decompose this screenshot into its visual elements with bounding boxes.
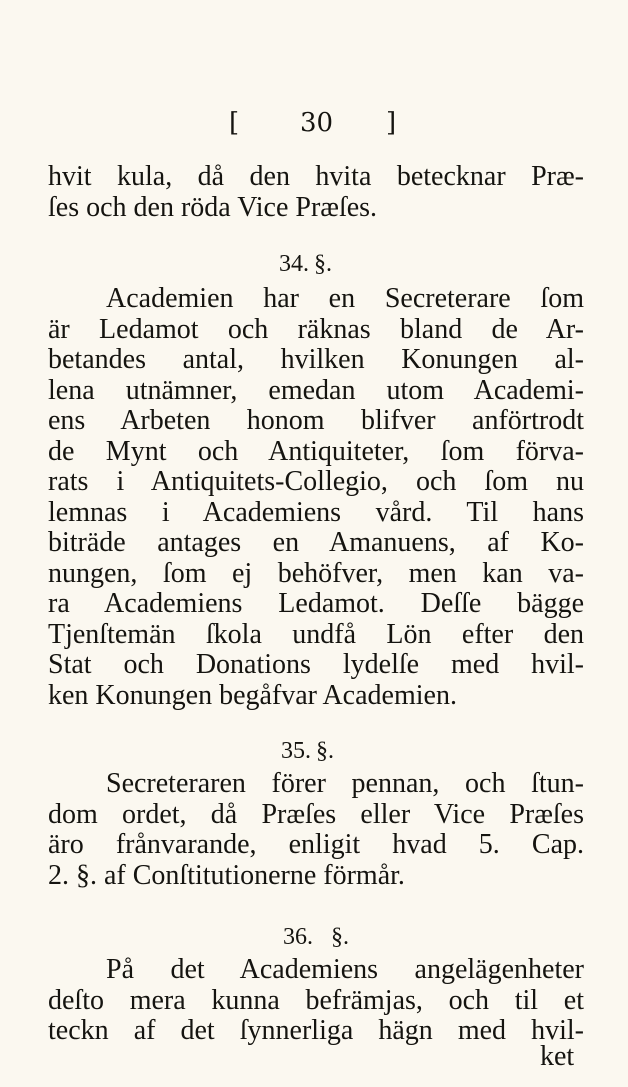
page-number: 30 — [300, 108, 334, 138]
section-heading-35 — [0, 738, 628, 768]
text-line: dom ordet, då Præſes eller Vice Præſes — [48, 798, 584, 830]
text-line: Stat och Donations lydelſe med hvil- — [48, 649, 584, 680]
section-symbol: §. — [331, 924, 349, 950]
text-line: hvit kula, då den hvita betecknar Præ- — [48, 161, 584, 192]
section-symbol: §. — [316, 738, 334, 764]
text-line: Tjenſtemän ſkola undfå Lön efter den — [48, 618, 584, 650]
section-number: 36. — [283, 924, 313, 950]
text-line: betandes antal, hvilken Konungen al- — [48, 344, 584, 375]
text-line: deſto mera kunna befrämjas, och til et — [48, 984, 584, 1016]
text-line: ſes och den röda Vice Præſes. — [48, 191, 378, 223]
section-35-paragraph — [48, 769, 584, 891]
text-line: äro frånvarande, enligit hvad 5. Cap. — [48, 829, 584, 860]
text-line: Secreteraren förer pennan, och ſtun- — [106, 768, 584, 799]
text-line: teckn af det ſynnerliga hägn med hvil- — [48, 1015, 584, 1046]
text-line: de Mynt och Antiquiteter, ſom förva- — [48, 435, 584, 467]
section-heading-34 — [0, 251, 628, 281]
catchword: ket — [540, 1041, 575, 1072]
text-line: rats i Antiquitets-Collegio, och ſom nu — [48, 466, 584, 497]
section-heading-36 — [0, 924, 628, 954]
text-line: Academien har en Secreterare ſom — [106, 283, 584, 314]
intro-paragraph — [48, 162, 584, 223]
text-line: biträde antages en Amanuens, af Ko- — [48, 527, 584, 558]
text-line: På det Academiens angelägenheter — [106, 954, 584, 985]
header-bracket-right: ] — [386, 108, 397, 138]
text-line: 2. §. af Conſtitutionerne förmår. — [48, 859, 405, 891]
section-number: 35. — [281, 738, 311, 764]
text-line: nungen, ſom ej behöfver, men kan va- — [48, 557, 584, 589]
text-line: ken Konungen begåfvar Academien. — [48, 679, 457, 711]
section-34-paragraph — [48, 284, 584, 711]
header-bracket-left: [ — [229, 108, 240, 138]
text-line: ra Academiens Ledamot. Deſſe bägge — [48, 588, 584, 619]
page-header — [0, 108, 628, 144]
text-line: ens Arbeten honom blifver anförtrodt — [48, 405, 584, 436]
text-line: lena utnämner, emedan utom Academi- — [48, 374, 584, 406]
text-line: lemnas i Academiens vård. Til hans — [48, 496, 584, 528]
section-symbol: §. — [314, 251, 332, 277]
section-36-paragraph — [48, 955, 584, 1047]
text-line: är Ledamot och räknas bland de Ar- — [48, 313, 584, 345]
section-number: 34. — [279, 251, 309, 277]
